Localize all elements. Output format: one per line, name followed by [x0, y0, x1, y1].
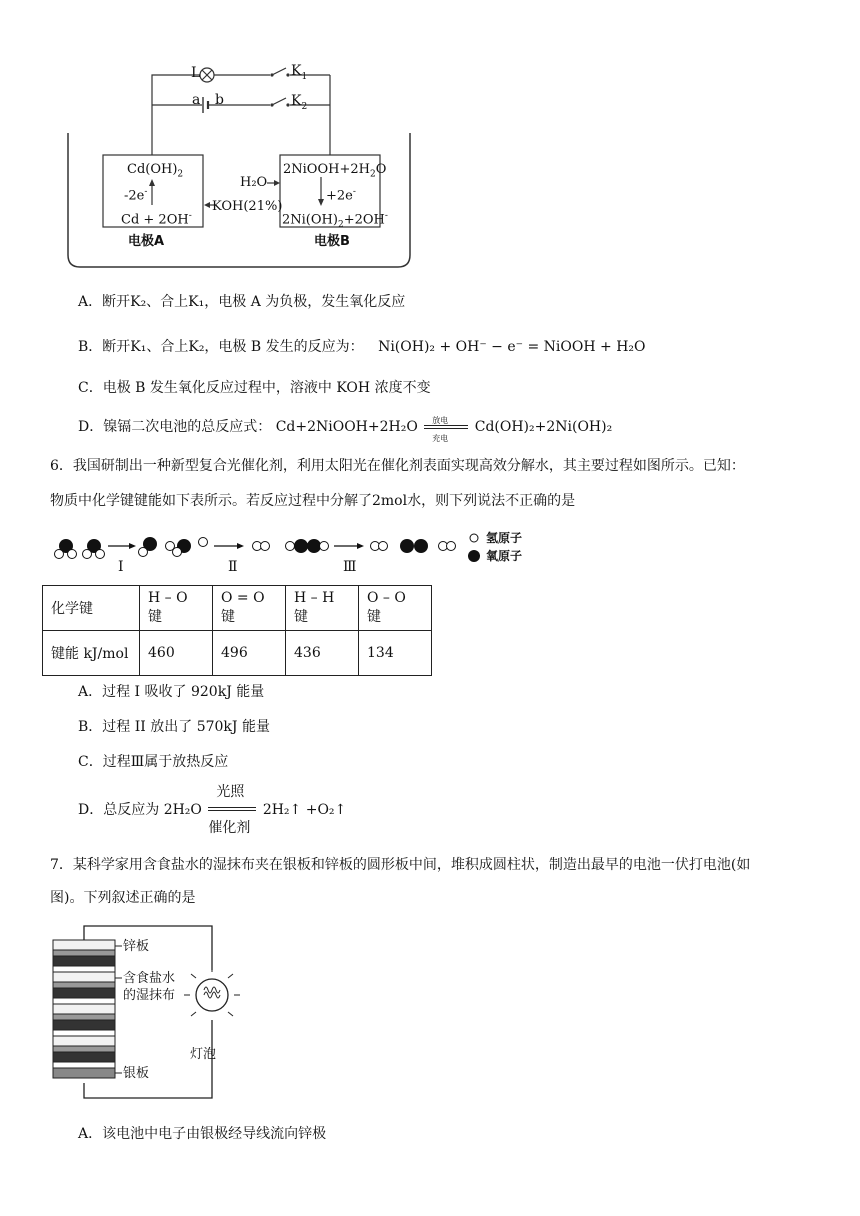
table-cell: 460 [140, 631, 213, 676]
process-label-3: Ⅲ [343, 559, 357, 575]
zinc-plate-label: 锌板 [123, 939, 150, 954]
bulb-label: 灯泡 [190, 1047, 217, 1062]
electrode-b-label: 电极B [314, 234, 350, 249]
battery-b-label: b [215, 92, 224, 108]
hydrogen-atom-icon [470, 534, 478, 542]
q6-stem-line1: 6．我国研制出一种新型复合光催化剂，利用太阳光在催化剂表面实现高效分解水，其主要过程如图所示。已知： [50, 458, 745, 474]
silver-plate-label: 银板 [123, 1066, 150, 1081]
electrode-a-label: 电极A [128, 234, 165, 249]
q6-option-a: A．过程 I 吸收了 920kJ 能量 [78, 684, 265, 700]
oxygen-atom-icon [468, 550, 480, 562]
table-cell: O = O 键 [213, 586, 286, 631]
right-electrode-bottom: $2Ni(OH)_2+2OH^-$ [282, 211, 388, 230]
table-cell: 436 [286, 631, 359, 676]
voltaic-pile-diagram [50, 920, 260, 1110]
q6-option-b: B．过程 II 放出了 570kJ 能量 [78, 719, 270, 735]
pile-stack [53, 940, 115, 1078]
table-cell: 134 [359, 631, 432, 676]
q6-option-c: C．过程Ⅲ属于放热反应 [78, 754, 229, 770]
table-cell: 键能 kJ/mol [43, 631, 140, 676]
table-cell: H – H 键 [286, 586, 359, 631]
left-electrode-top: $Cd(OH)_2$ [127, 162, 184, 180]
q7-stem-line1: 7．某科学家用含食盐水的湿抹布夹在银板和锌板的圆形板中间，堆积成圆柱状，制造出最早的电池一伏打电池(如 [50, 857, 751, 873]
q7-stem-line2: 图)。下列叙述正确的是 [50, 890, 196, 906]
q6-option-d: D．总反应为 2H₂O 光照 催化剂 2H₂↑ +O₂↑ [78, 784, 347, 836]
switch-k1-label: $K_1$ [291, 63, 308, 82]
center-koh: KOH(21%) [212, 199, 283, 214]
light-bulb-icon [184, 967, 240, 1016]
q6-stem-line2: 物质中化学键键能如下表所示。若反应过程中分解了2mol水，则下列说法不正确的是 [50, 493, 576, 509]
right-electrode-mid: +2e- [326, 187, 356, 204]
legend-oxygen: 氧原子 [486, 549, 523, 563]
bond-energy-table [42, 585, 432, 676]
table-cell: O – O 键 [359, 586, 432, 631]
table-header-row [43, 586, 432, 631]
process-label-1: Ⅰ [118, 559, 124, 575]
q5-option-a: A．断开K₂、合上K₁，电极 A 为负极，发生氧化反应 [78, 294, 406, 310]
table-cell: 496 [213, 631, 286, 676]
lamp-label: L [191, 65, 201, 81]
right-electrode-top: $2NiOOH+2H_2O$ [283, 162, 387, 180]
switch-k2-label: $K_2$ [291, 93, 308, 112]
cloth-label-1: 含食盐水 [123, 971, 176, 986]
table-cell: H – O 键 [140, 586, 213, 631]
left-electrode-mid: -2e- [124, 187, 148, 204]
center-water: H₂O [240, 175, 268, 190]
switch-k1-icon [272, 68, 286, 75]
q5-option-d: D．镍镉二次电池的总反应式： Cd+2NiOOH+2H₂O 放电 充电 Cd(OH)₂+2Ni(OH)₂ [78, 416, 613, 443]
q7-option-a: A．该电池中电子由银极经导线流向锌极 [78, 1126, 327, 1142]
process-label-2: Ⅱ [228, 559, 238, 575]
left-electrode-bottom: Cd + 2OH- [121, 211, 192, 228]
legend-hydrogen: 氢原子 [486, 531, 523, 545]
cloth-label-2: 的湿抹布 [123, 988, 176, 1003]
table-cell: 化学键 [43, 586, 140, 631]
q5-option-c: C．电极 B 发生氧化反应过程中，溶液中 KOH 浓度不变 [78, 380, 431, 396]
battery-a-label: a [192, 92, 201, 108]
switch-k2-icon [272, 98, 286, 105]
table-row [43, 631, 432, 676]
q5-option-b: B．断开K₁、合上K₂，电极 B 发生的反应为： Ni(OH)₂ + OH⁻ − e⁻ = NiOOH + H₂O [78, 339, 646, 355]
